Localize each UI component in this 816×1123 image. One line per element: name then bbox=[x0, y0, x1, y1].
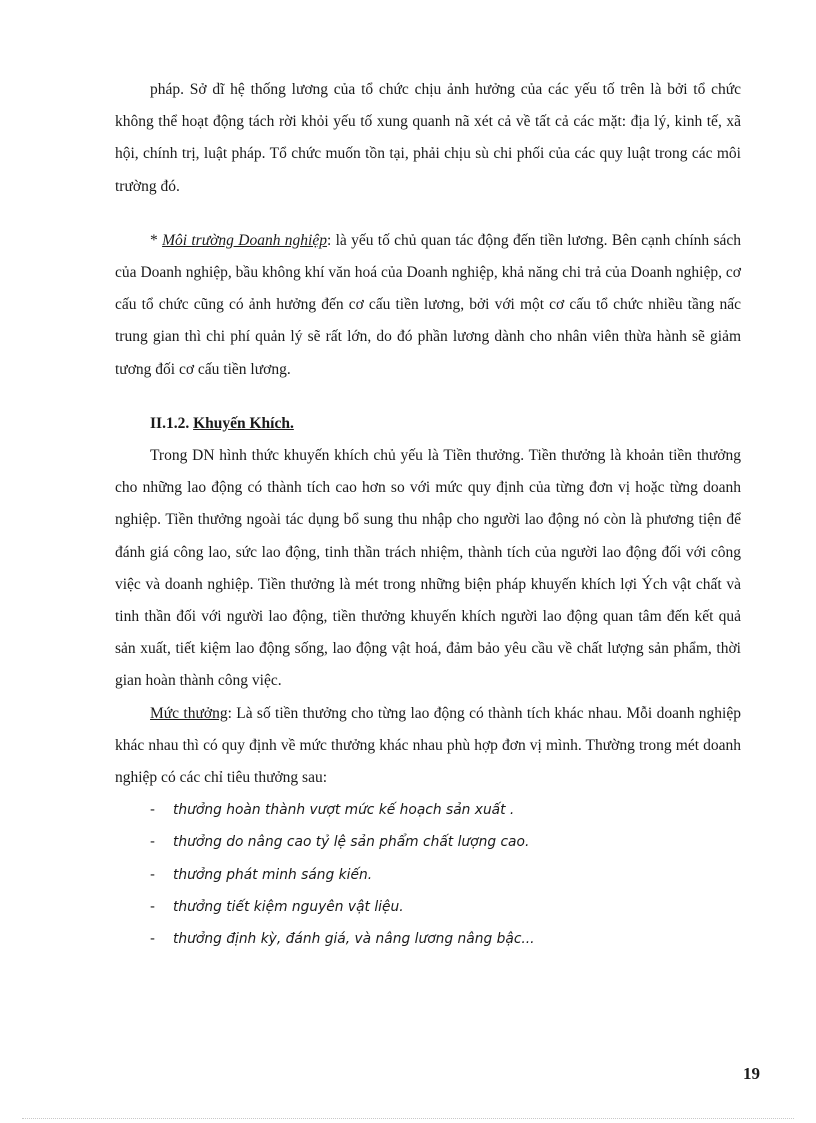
section-heading bbox=[150, 408, 741, 440]
page-number: 19 bbox=[743, 1064, 760, 1083]
dash-marker: - bbox=[150, 898, 155, 915]
list-item bbox=[115, 794, 741, 826]
footer-divider bbox=[22, 1118, 794, 1119]
bullet-marker: * bbox=[150, 231, 163, 249]
term-bonus-level: Mức thưởng bbox=[150, 704, 228, 722]
paragraph-bonus-level-body: : Là số tiền thưởng cho từng lao động có thành tích khác nhau. Mỗi doanh nghiệp khác nhau thì có quy định về mức thưởng khác nhau phù hợp đơn vị mình. Thường trong mét doanh nghiệp có các chỉ tiêu thưởng sau: bbox=[115, 704, 741, 787]
dash-marker: - bbox=[150, 802, 155, 819]
term-business-environment: Môi trường Doanh nghiệp bbox=[162, 231, 327, 249]
paragraph-business-environment bbox=[115, 225, 741, 386]
bonus-criteria-list bbox=[115, 794, 741, 955]
paragraph-incentive: Trong DN hình thức khuyến khích chủ yếu là Tiền thưởng. Tiền thưởng là khoản tiền thưởng cho những lao động có thành tích cao hơn so với mức quy định của từng đơn vị hoặc từng doanh nghiệp. Tiền thưởng ngoài tác dụng bổ sung thu nhập cho người lao động nó còn là phương tiện để đánh giá công lao, sức lao động, tinh thần trách nhiệm, thành tích của người lao động đối với công việc và doanh nghiệp. Tiền thưởng là mét trong những biện pháp khuyến khích lợi Ých vật chất và tinh thần đối với người lao động, tiền thưởng khuyến khích người lao động quan tâm đến kết quả sản xuất, tiết kiệm lao động sống, lao động vật hoá, đảm bảo yêu cầu về chất lượng sản phẩm, thời gian hoàn thành công việc. bbox=[115, 447, 741, 690]
paragraph-legal-environment: pháp. Sở dĩ hệ thống lương của tổ chức chịu ảnh hưởng của các yếu tố trên là bởi tổ chức không thể hoạt động tách rời khỏi yếu tố xung quanh nã xét cả về tất cả các mặt: địa lý, kinh tế, xã hội, chính trị, luật pháp. Tổ chức muốn tồn tại, phải chịu sù chi phối của các quy luật trong các môi trường đó. bbox=[115, 81, 741, 195]
list-item-text: thưởng hoàn thành vượt mức kế hoạch sản xuất . bbox=[173, 802, 515, 819]
paragraph-business-environment-body: : là yếu tố chủ quan tác động đến tiền lương. Bên cạnh chính sách của Doanh nghiệp, bầu không khí văn hoá của Doanh nghiệp, khả năng chi trả của Doanh nghiệp, cơ cấu tổ chức cũng có ảnh hưởng đến cơ cấu tiền lương, bởi với một cơ cấu tổ chức nhiều tầng nấc trung gian thì chi phí quản lý sẽ rất lớn, do đó phần lương dành cho nhân viên thừa hành sẽ giảm tương đối cơ cấu tiền lương. bbox=[115, 231, 742, 378]
list-item bbox=[115, 859, 741, 891]
list-item-text: thưởng tiết kiệm nguyên vật liệu. bbox=[173, 898, 404, 915]
list-item-text: thưởng do nâng cao tỷ lệ sản phẩm chất lượng cao. bbox=[173, 834, 530, 851]
dash-marker: - bbox=[150, 834, 155, 851]
document-page bbox=[115, 74, 741, 955]
list-item bbox=[115, 923, 741, 955]
paragraph-bonus-level bbox=[115, 698, 741, 795]
dash-marker: - bbox=[150, 931, 155, 948]
list-item bbox=[115, 826, 741, 858]
list-item-text: thưởng định kỳ, đánh giá, và nâng lương nâng bậc... bbox=[173, 931, 535, 948]
dash-marker: - bbox=[150, 866, 155, 883]
list-item-text: thưởng phát minh sáng kiến. bbox=[173, 866, 373, 883]
list-item bbox=[115, 891, 741, 923]
section-title: Khuyến Khích. bbox=[193, 414, 294, 432]
section-number: II.1.2. bbox=[150, 414, 190, 432]
